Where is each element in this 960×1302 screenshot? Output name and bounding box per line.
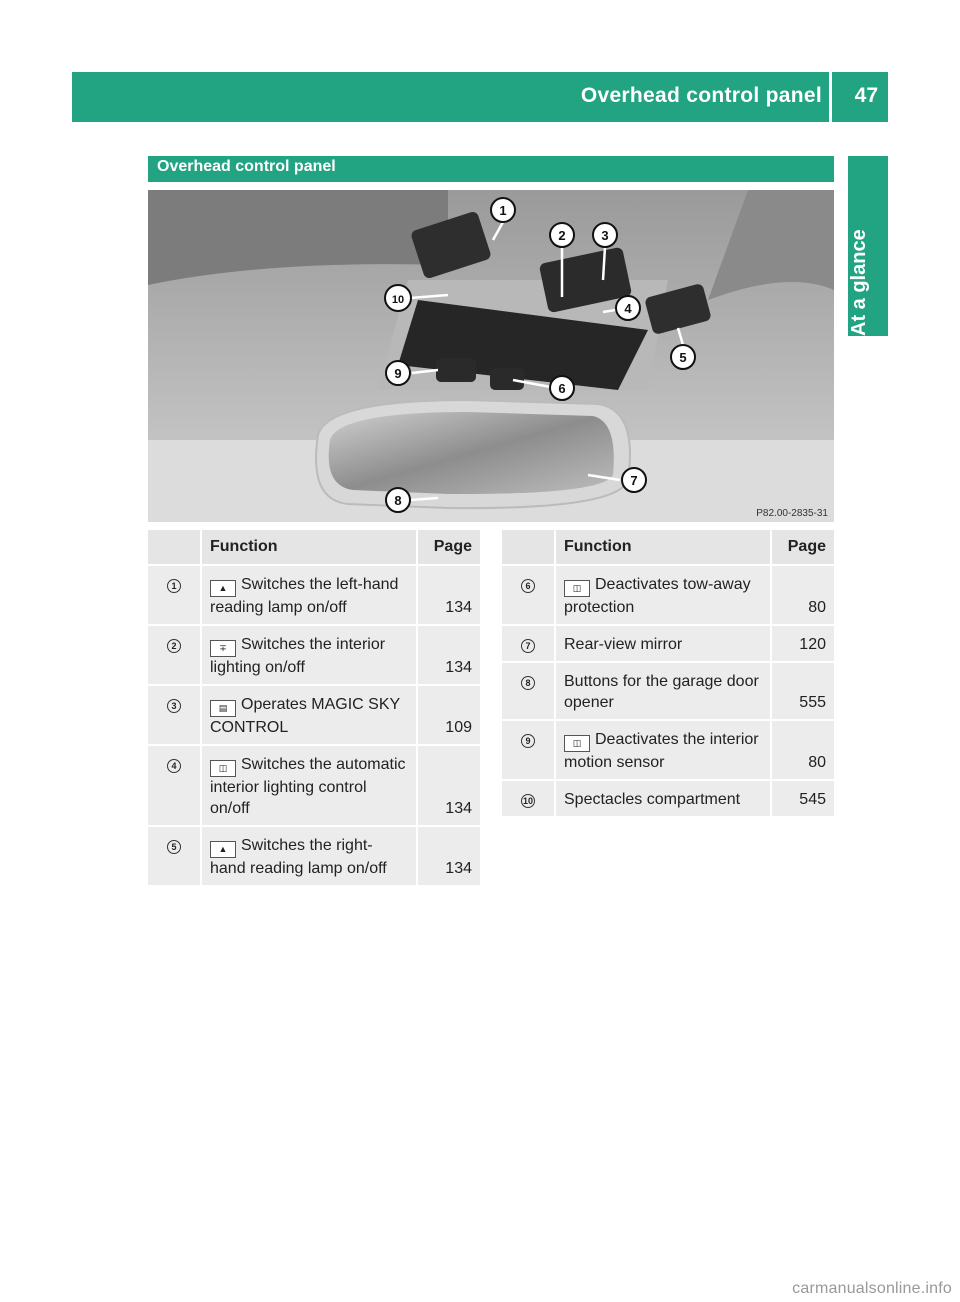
header-divider [829,72,832,122]
table-row [148,566,480,626]
row-function-text: Switches the right-hand reading lamp on/off [210,837,387,877]
table-header-function: Function [200,530,418,566]
row-number [148,566,200,626]
row-page: 134 [418,626,480,686]
row-number [502,566,554,626]
side-tab-label [848,166,888,336]
table-row [148,686,480,746]
callout-8: 8 [394,493,402,508]
table-header-row [502,530,834,566]
row-function: Rear-view mirror [554,626,772,663]
page-number: 47 [854,84,878,107]
row-number-badge: 4 [167,759,181,773]
table-row [502,566,834,626]
callout-5: 5 [679,350,687,365]
callout-7: 7 [630,473,638,488]
watermark: carmanualsonline.info [792,1280,952,1297]
overhead-panel-photo [148,190,834,522]
callout-1: 1 [499,203,507,218]
interior-light-icon: ∓ [210,640,236,657]
table-header-function: Function [554,530,772,566]
row-number [502,663,554,721]
row-number-badge: 9 [521,734,535,748]
table-row [502,626,834,663]
magic-sky-icon: ▤ [210,700,236,717]
function-table-right [502,530,834,818]
interior-motion-off-icon: ◫ [564,735,590,752]
section-heading-bar [148,156,834,182]
row-page: 80 [772,566,834,626]
row-number-badge: 3 [167,699,181,713]
callout-2: 2 [558,228,566,243]
row-page: 109 [418,686,480,746]
row-function [200,566,418,626]
row-number [148,626,200,686]
callout-10: 10 [391,294,405,306]
side-tab-text: At a glance [848,229,870,336]
row-page: 120 [772,626,834,663]
row-page: 134 [418,827,480,887]
row-number-badge: 1 [167,579,181,593]
row-function: Spectacles compartment [554,781,772,818]
table-row [148,827,480,887]
overhead-panel-illustration [148,190,834,522]
reading-lamp-icon: ▲ [210,580,236,597]
row-function-text: Switches the interior lighting on/off [210,636,386,676]
row-page: 545 [772,781,834,818]
tow-away-off-icon: ◫ [564,580,590,597]
table-header-page: Page [772,530,834,566]
table-header-row [148,530,480,566]
row-number [148,746,200,827]
function-table-left [148,530,480,887]
row-number [502,721,554,781]
row-number [502,626,554,663]
section-title: Overhead control panel [157,158,336,175]
table-header-page: Page [418,530,480,566]
header-title: Overhead control panel [580,84,822,107]
callout-3: 3 [601,228,609,243]
row-number [148,686,200,746]
row-function-text: Deactivates the interior motion sensor [564,731,759,771]
table-header-num [148,530,200,566]
row-number-badge: 10 [522,796,533,806]
row-page: 134 [418,566,480,626]
row-function [554,721,772,781]
table-row [502,721,834,781]
row-number-badge: 5 [167,840,181,854]
row-function-text: Deactivates tow-away protection [564,576,751,616]
reading-lamp-icon: ▲ [210,841,236,858]
row-function-text: Operates MAGIC SKY CONTROL [210,696,400,736]
page-header [72,72,888,122]
row-number-badge: 2 [167,639,181,653]
row-number-badge: 6 [521,579,535,593]
callout-4: 4 [624,301,632,316]
row-function: Buttons for the garage door opener [554,663,772,721]
auto-interior-light-off-icon: ◫ [210,760,236,777]
row-number [148,827,200,887]
table-row [148,746,480,827]
row-function [200,686,418,746]
row-function-text: Switches the automatic interior lighting control on/off [210,756,406,817]
photo-code: P82.00-2835-31 [756,508,828,519]
row-function [200,626,418,686]
row-page: 134 [418,746,480,827]
table-row [502,663,834,721]
table-header-num [502,530,554,566]
row-function [200,827,418,887]
row-number-badge: 8 [521,676,535,690]
callout-9: 9 [394,366,402,381]
row-number-badge: 7 [521,639,535,653]
table-row [502,781,834,818]
row-function [554,566,772,626]
row-page: 555 [772,663,834,721]
row-page: 80 [772,721,834,781]
row-number [502,781,554,818]
row-function-text: Switches the left-hand reading lamp on/off [210,576,399,616]
row-function [200,746,418,827]
table-row [148,626,480,686]
callout-6: 6 [558,381,566,396]
